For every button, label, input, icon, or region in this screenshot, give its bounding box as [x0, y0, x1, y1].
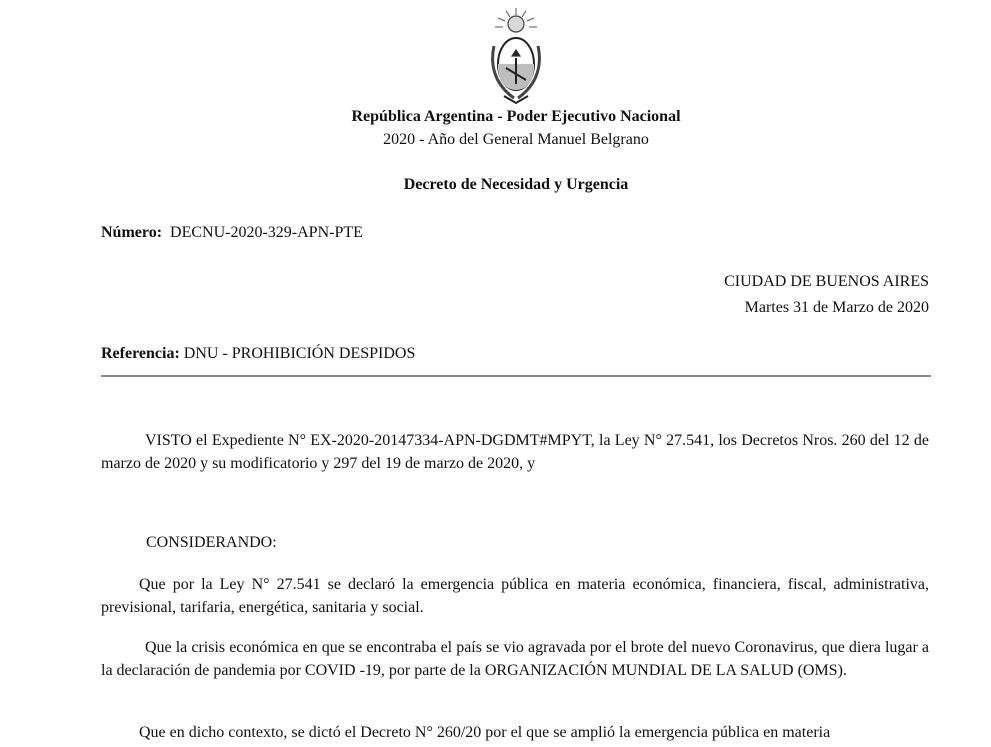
- document-type: Decreto de Necesidad y Urgencia: [403, 176, 629, 193]
- referencia-label: Referencia:: [101, 345, 180, 362]
- date: Martes 31 de Marzo de 2020: [744, 299, 929, 316]
- referencia-line: [101, 345, 415, 363]
- numero-value: DECNU-2020-329-APN-PTE: [170, 224, 363, 241]
- referencia-value: DNU - PROHIBICIÓN DESPIDOS: [183, 345, 416, 362]
- argentina-coat-of-arms-seal: [484, 6, 548, 106]
- paragraph-3: Que en dicho contexto, se dictó el Decreto N° 260/20 por el que se amplió la emergencia pública en materia: [139, 724, 831, 741]
- numero-line: [101, 224, 363, 242]
- header-title: República Argentina - Poder Ejecutivo Nacional: [351, 108, 681, 125]
- numero-label: Número:: [101, 224, 163, 241]
- paragraph-1: Que por la Ley N° 27.541 se declaró la emergencia pública en materia económica, financiera, fiscal, administrativa, previsional, tarifaria, energética, sanitaria y social.: [101, 576, 929, 616]
- considerando-heading: CONSIDERANDO:: [146, 534, 277, 551]
- horizontal-rule: [101, 375, 931, 377]
- header-subtitle: 2020 - Año del General Manuel Belgrano: [383, 131, 649, 148]
- city: CIUDAD DE BUENOS AIRES: [724, 273, 929, 290]
- paragraph-2: Que la crisis económica en que se encontraba el país se vio agravada por el brote del nuevo Coronavirus, que diera lugar a la declaración de pandemia por COVID -19, por parte de la ORGANIZACIÓN MUNDIAL DE LA SALUD (OMS).: [101, 639, 929, 679]
- visto-paragraph: VISTO el Expediente N° EX-2020-20147334-APN-DGDMT#MPYT, la Ley N° 27.541, los Decretos Nros. 260 del 12 de marzo de 2020 y su modificatorio y 297 del 19 de marzo de 2020, y: [101, 432, 929, 472]
